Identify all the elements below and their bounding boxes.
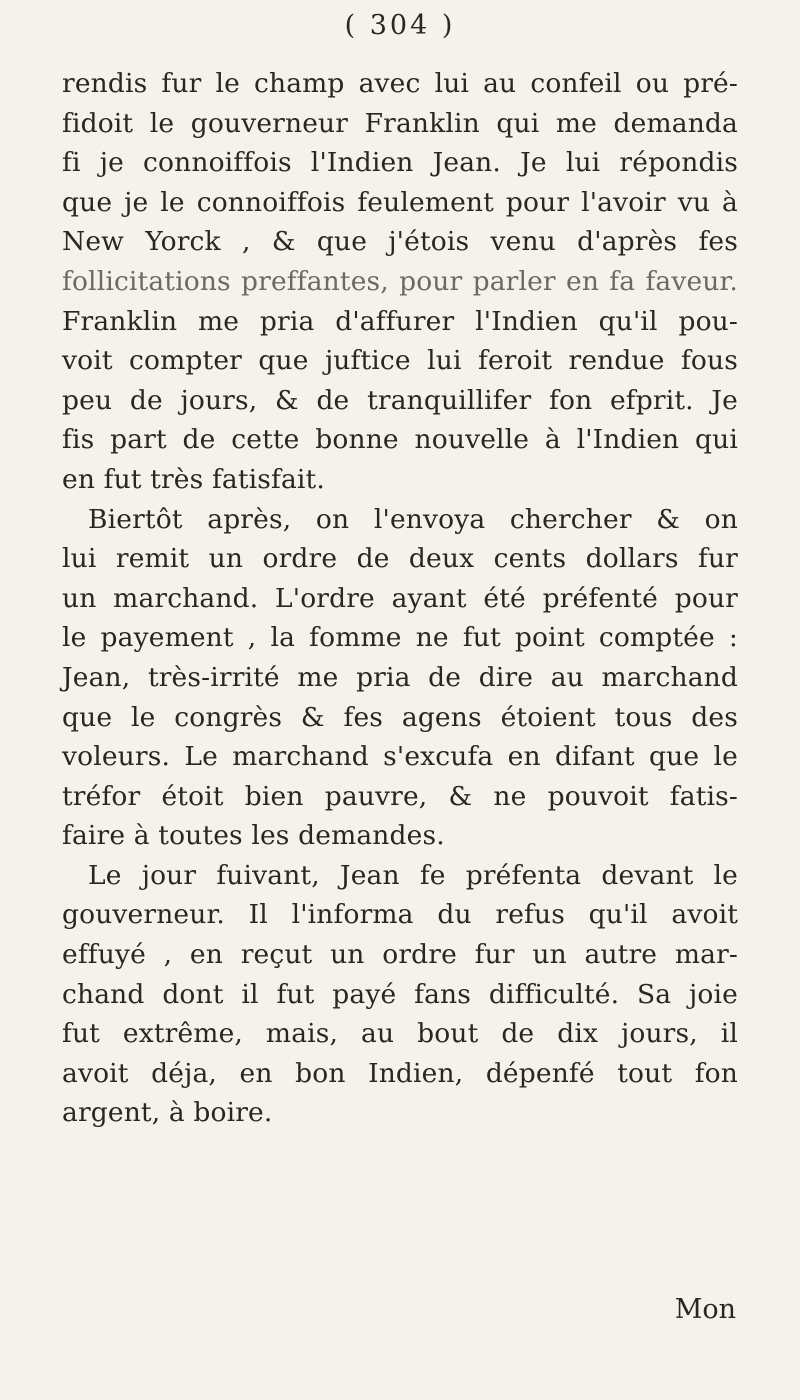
text-line: fidoit le gouverneur Franklin qui me demanda: [62, 107, 738, 139]
text-line: Le jour fuivant, Jean fe préfenta devant le: [88, 859, 738, 891]
text-line: lui remit un ordre de deux cents dollars fur: [62, 543, 738, 575]
text-line: le payement , la fomme ne fut point comptée :: [62, 622, 738, 654]
text-line: tréfor étoit bien pauvre, & ne pouvoit fatis-: [62, 780, 738, 812]
text-line: avoit déja, en bon Indien, dépenfé tout fon: [62, 1057, 738, 1089]
body-text: [62, 64, 738, 1133]
text-line: fut extrême, mais, au bout de dix jours, il: [62, 1018, 738, 1050]
catchword: Mon: [674, 1294, 736, 1325]
text-line: fi je connoiffois l'Indien Jean. Je lui répondis: [62, 147, 738, 179]
text-line: Biertôt après, on l'envoya chercher & on: [88, 503, 738, 535]
text-line: un marchand. L'ordre ayant été préfenté pour: [62, 582, 738, 614]
text-line: que le congrès & fes agens étoient tous des: [62, 701, 738, 733]
text-line: rendis fur le champ avec lui au confeil ou pré-: [62, 68, 738, 99]
text-line: que je le connoiffois feulement pour l'avoir vu à: [62, 186, 738, 218]
page-number: ( 304 ): [344, 10, 456, 41]
text-line: voleurs. Le marchand s'excufa en difant que le: [62, 741, 738, 773]
text-line: chand dont il fut payé fans difficulté. Sa joie: [62, 978, 738, 1010]
text-line: en fut très fatisfait.: [62, 463, 325, 495]
text-line: effuyé , en reçut un ordre fur un autre mar-: [62, 939, 738, 971]
text-line: peu de jours, & de tranquillifer fon efprit. Je: [62, 384, 738, 416]
text-line: New Yorck , & que j'étois venu d'après fes: [62, 226, 738, 258]
text-line: voit compter que juftice lui feroit rendue fous: [62, 345, 738, 377]
text-line: Franklin me pria d'affurer l'Indien qu'il pou-: [62, 305, 738, 337]
text-line: fis part de cette bonne nouvelle à l'Indien qui: [62, 424, 738, 456]
text-line: Jean, très-irrité me pria de dire au marchand: [62, 661, 738, 693]
text-line: follicitations preffantes, pour parler en fa faveur.: [62, 265, 738, 297]
text-line: gouverneur. Il l'informa du refus qu'il avoit: [62, 899, 738, 931]
text-line: argent, à boire.: [62, 1097, 273, 1129]
text-line: faire à toutes les demandes.: [62, 820, 445, 852]
